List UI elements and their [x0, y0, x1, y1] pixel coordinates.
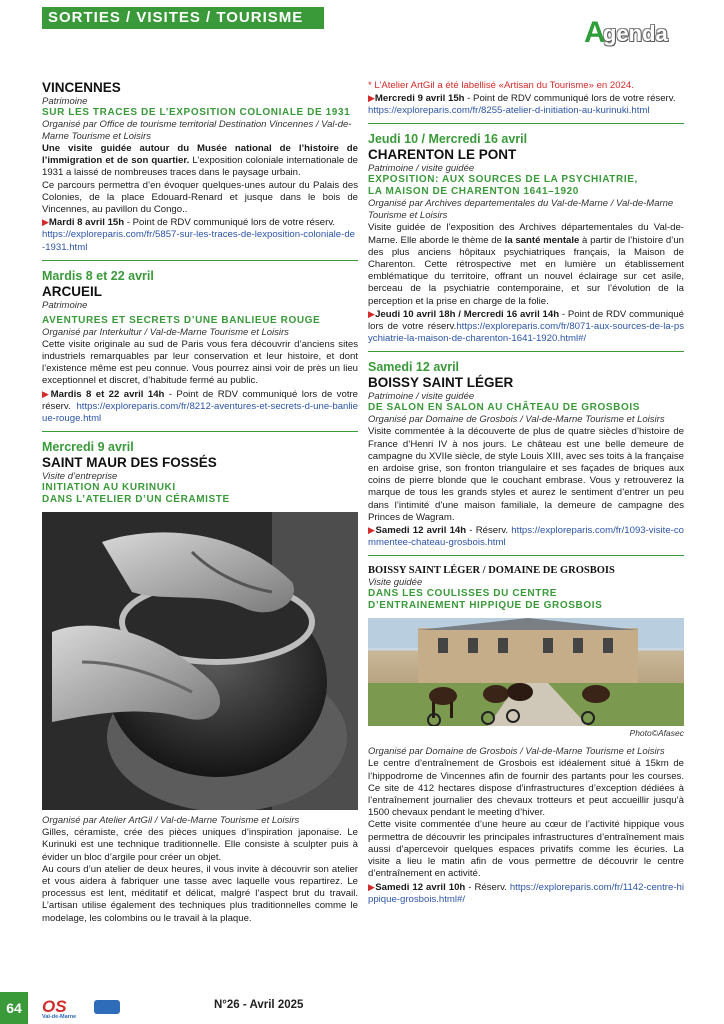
city-title: CHARENTON LE PONT	[368, 147, 517, 163]
event-title-line1: EXPOSITION: AUX SOURCES DE LA PSYCHIATRIE,	[368, 174, 638, 186]
event-body: Le centre d’entraînement de Grosbois est idéalement situé à 15km de l’hippodrome de Vincennes afin de fournir des partants pour les courses. Ce site de 412 hectares dispose d’infrastructures d’exception dédiées à l’entraînement journalier des chevaux trotteurs et peut accueillir jusqu’à 1500 chevaux pendant le meeting d’hiver.	[368, 758, 684, 819]
section-banner: SORTIES / VISITES / TOURISME	[42, 7, 324, 29]
booking-link[interactable]: https://exploreparis.com/fr/1142-centre-hippique-grosbois.html#/	[368, 881, 684, 905]
category: Patrimoine	[42, 96, 88, 107]
magazine-logo	[42, 998, 124, 1018]
divider	[368, 555, 684, 556]
booking-link[interactable]: https://exploreparis.com/fr/8071-aux-sources-de-la-psychiatrie-la-maison-de-charenton-1641-1920.html#/	[368, 321, 684, 345]
category: Patrimoine / visite guidée	[368, 163, 475, 175]
agenda-logo-text: genda	[603, 21, 668, 46]
divider	[42, 260, 358, 261]
event-body: Gilles, céramiste, crée des pièces uniques d’inspiration japonaise. Le Kurinuki est une technique traditionnelle. Elle consiste à sculpter puis à évider un bloc d’argile pour créer un objet.	[42, 827, 358, 863]
category: Visite d’entreprise	[42, 471, 118, 483]
city-title: ARCUEIL	[42, 283, 102, 299]
organizer: Organisé par Atelier ArtGil / Val-de-Marne Tourisme et Loisirs	[42, 815, 300, 827]
arrow-right-icon: ▶	[368, 308, 376, 319]
event-title-line2: DANS L’ATELIER D’UN CÉRAMISTE	[42, 494, 230, 506]
booking-link[interactable]: https://exploreparis.com/fr/1093-visite-commentee-chateau-grosbois.html	[368, 525, 684, 549]
organizer: Organisé par Domaine de Grosbois / Val-de-Marne Tourisme et Loisirs	[368, 746, 665, 758]
divider	[368, 351, 684, 352]
divider	[42, 431, 358, 432]
sub-heading: BOISSY SAINT LÉGER / DOMAINE DE GROSBOIS	[368, 565, 615, 577]
right-column	[368, 80, 684, 906]
event-title: DE SALON EN SALON AU CHÂTEAU DE GROSBOIS	[368, 402, 640, 414]
event-body: Au cours d’un atelier de deux heures, il vous invite à découvrir son atelier et vous aidera à fabriquer une tasse avec laquelle vous repartirez. Le processus est lent, méditatif et délicat, malgré l’aspect brut du travail. L’artisan utilise également des techniques plus traditionnelles comme le modelage, les colombins ou le travail à la plaque.	[42, 863, 358, 924]
event-intro: Une visite guidée autour du Musée national de l’histoire de l’immigration et de son quartier. L’exposition coloniale internationale de 1931 a laissé de nombreuses traces dans le paysage urbain.	[42, 143, 358, 179]
pottery-illustration	[42, 512, 358, 810]
page-number: 64	[0, 992, 28, 1024]
issue-label: N°26 - Avril 2025	[214, 999, 304, 1011]
event-date: Mardis 8 et 22 avril	[42, 268, 154, 283]
event-date: Jeudi 10 / Mercredi 16 avril	[368, 132, 528, 147]
arrow-right-icon: ▶	[368, 881, 376, 892]
event-title-line1: DANS LES COULISSES DU CENTRE	[368, 588, 558, 600]
event-date: Samedi 12 avril	[368, 360, 460, 375]
divider	[368, 123, 684, 124]
event-title-line2: D’ENTRAINEMENT HIPPIQUE DE GROSBOIS	[368, 600, 603, 612]
city-title: SAINT MAUR DES FOSSÉS	[42, 455, 217, 471]
organizer: Organisé par Archives departementales du Val-de-Marne / Val-de-Marne Tourisme et Loisirs	[368, 198, 674, 222]
horse-photo	[368, 618, 684, 726]
event-title-line2: LA MAISON DE CHARENTON 1641–1920	[368, 186, 579, 198]
logo-badge	[94, 1000, 120, 1014]
label-note: * L’Atelier ArtGil a été labellisé «Artisan du Tourisme» en 2024.	[368, 80, 634, 91]
agenda-logo: A genda	[584, 16, 668, 49]
event-title: SUR LES TRACES DE L’EXPOSITION COLONIALE DE 1931	[42, 107, 351, 118]
booking-link[interactable]: https://exploreparis.com/fr/8212-aventures-et-secrets-d-une-banlieue-rouge.html	[42, 400, 358, 425]
event-title: AVENTURES ET SECRETS D’UNE BANLIEUE ROUGE	[42, 314, 321, 326]
city-title: BOISSY SAINT LÉGER	[368, 375, 514, 391]
organizer: Organisé par Interkultur / Val-de-Marne Tourisme et Loisirs	[42, 326, 289, 338]
arrow-right-icon: ▶	[368, 93, 375, 103]
arrow-right-icon: ▶	[368, 525, 376, 536]
event-title-line1: INITIATION AU KURINUKI	[42, 482, 176, 494]
horse-illustration	[368, 618, 684, 726]
category: Patrimoine / visite guidée	[368, 391, 475, 403]
rdv-line: ▶Jeudi 10 avril 18h / Mercredi 16 avril 14h - Point de RDV communiqué lors de votre réserv.https://exploreparis.com/fr/8071-aux-sources-de-la-psychiatrie-la-maison-de-charenton-1641-1920.html#/	[368, 308, 684, 345]
arrow-right-icon: ▶	[42, 388, 51, 399]
category: Visite guidée	[368, 577, 423, 589]
event-arcueil	[42, 269, 358, 425]
photo-credit: Photo©Afasec	[629, 728, 684, 739]
event-body: Visite commentée à la découverte de plus de quatre siècles d’histoire de France d’Henri IV à nos jours. Le château est une belle demeure de campagne du XVIIe siècle, de style Louis XIII, avec ses toits à la française en ardoise grise, son fronton triangulaire et ses façades de briques aux coins de pierre blonde que le couchant embrase. Vous y retrouverez la marque de tous les grands styles et aurez le sentiment d’entrer un peu dans l’intimité d’une maison familiale, la demeure de campagne des Princes de Wagram.	[368, 426, 684, 523]
organizer: Organisé par Office de tourisme territorial Destination Vincennes / Val-de-Marne Tourisme et Loisirs	[42, 119, 352, 142]
city-title: VINCENNES	[42, 80, 121, 95]
event-charenton	[368, 132, 684, 345]
event-body: Ce parcours permettra d’en évoquer quelques-unes autour du Palais des Colonies, de la place Edouard-Renard et jusque dans le bois de Vincennes, au pavillon du Congo..	[42, 179, 358, 216]
event-vincennes	[42, 80, 358, 254]
pottery-photo	[42, 512, 358, 810]
booking-link[interactable]: https://exploreparis.com/fr/8255-atelier-d-initiation-au-kurinuki.html	[368, 105, 650, 117]
event-body: Cette visite originale au sud de Paris vous fera découvrir d’anciens sites industriels remarquables par leur conservation et leur histoire, et dont l’existence même est peu connue. Vous pourrez ainsi voir de près un lieu exceptionnel et discret, d’habitude fermé au public.	[42, 338, 358, 387]
logo-tag: Val-de-Marne	[42, 1014, 77, 1020]
rdv-line: ▶Samedi 12 avril 10h - Réserv. https://exploreparis.com/fr/1142-centre-hippique-grosbois.html#/	[368, 881, 684, 905]
event-saintmaur	[42, 440, 358, 925]
logo-brand: OS	[42, 997, 67, 1016]
rdv-line: ▶Samedi 12 avril 14h - Réserv. https://exploreparis.com/fr/1093-visite-commentee-chateau-grosbois.html	[368, 525, 684, 549]
left-column	[42, 80, 358, 925]
event-grosbois	[368, 564, 684, 905]
rdv-line: ▶Mardi 8 avril 15h - Point de RDV communiqué lors de votre réserv.	[42, 217, 336, 229]
category: Patrimoine	[42, 299, 88, 311]
rdv-line: ▶Mercredi 9 avril 15h - Point de RDV communiqué lors de votre réserv.	[368, 93, 676, 104]
event-date: Mercredi 9 avril	[42, 440, 134, 455]
booking-link[interactable]: https://exploreparis.com/fr/5857-sur-les-traces-de-lexposition-coloniale-de-1931.html	[42, 229, 356, 253]
rdv-line: ▶Mardis 8 et 22 avril 14h - Point de RDV communiqué lors de votre réserv. https://exploreparis.com/fr/8212-aventures-et-secrets-d-une-banlieue-rouge.html	[42, 388, 359, 425]
arrow-right-icon: ▶	[42, 217, 49, 228]
event-body: Visite guidée de l’exposition des Archives départementales du Val-de-Marne. Elle aborde le thème de la santé mentale à partir de l’histoire d’un des plus anciens hôpitaux psychiatriques français, la Maison de Charenton. Cette rétrospective met en lumière un établissement emblématique du territoire, offrant un nouvel éclairage sur cet asile, berceau de la psychiatrie contemporaine, et sur l’évolution de la perception et la prise en charge de la folie.	[368, 222, 684, 307]
event-body: Cette visite commentée d’une heure au cœur de l’activité hippique vous permettra de découvrir les principales infrastructures d’entraînement mais aussi d’apercevoir quelques espaces privatifs comme les écuries. La visite a lieu le matin afin de vous permettre de découvrir le centre d’entraînement en activité.	[368, 819, 684, 880]
organizer: Organisé par Domaine de Grosbois / Val-de-Marne Tourisme et Loisirs	[368, 414, 665, 426]
event-saintmaur-continued	[368, 80, 684, 117]
event-boissy	[368, 360, 684, 549]
